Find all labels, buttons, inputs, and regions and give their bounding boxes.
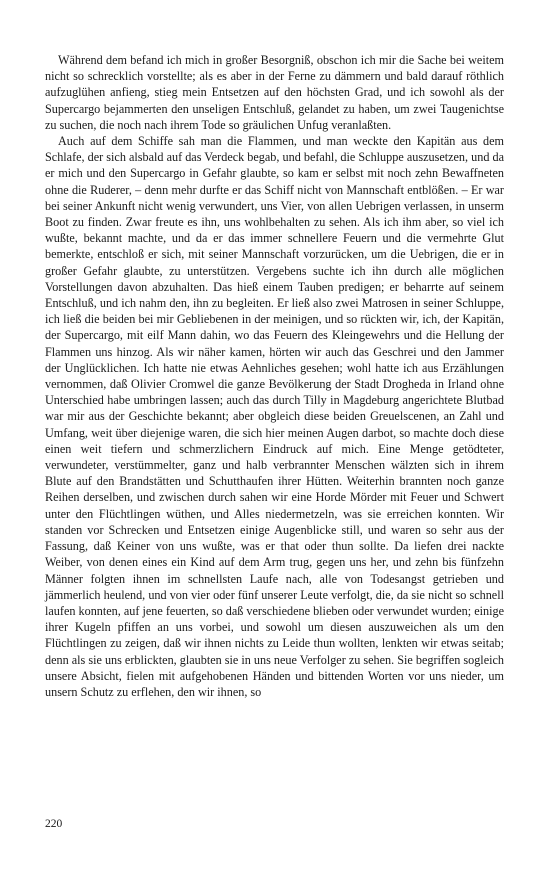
paragraph-1: Während dem befand ich mich in großer Besorgniß, obschon ich mir die Sache bei weitem nicht so schrecklich vorstellte; als es aber in der Ferne zu dämmern und bald darauf röthlich aufzuglühen anfieng, stieg mein Entsetzen auf den höchsten Grad, und ich sowohl als der Supercargo bejammerten den unseligen Entschluß, gelandet zu haben, um zwei Taugenichtse zu suchen, die noch nach ihrem Tode so gräulichen Unfug veranlaßten. bbox=[45, 53, 504, 132]
body-text bbox=[45, 52, 504, 700]
paragraph-2: Auch auf dem Schiffe sah man die Flammen, und man weckte den Kapitän aus dem Schlafe, der sich alsbald auf das Verdeck begab, und befahl, die Schluppe auszusetzen, und da er mich und den Supercargo in Gefahr glaubte, so kam er selbst mit noch zehn Bewaffneten ohne die Ruderer, – denn mehr durfte er das Schiff nicht von Mannschaft entblößen. – Er war bei seiner Ankunft nicht wenig verwundert, uns Vier, von allen Uebrigen verlassen, in unserm Boot zu finden. Zwar freute es ihn, uns wohlbehalten zu sehen. Als ich ihm aber, so viel ich wußte, bekannt machte, und da er das immer schnellere Feuern und die vermehrte Glut bemerkte, entschloß er sich, mit seiner Mannschaft vorzurücken, um die Uebrigen, die er in großer Gefahr glaubte, zu unterstützen. Vergebens suchte ich ihn durch alle möglichen Vorstellungen davon abzuhalten. Das hieß einem Tauben predigen; er beharrte auf seinem Entschluß, und ich nahm den, ihn zu begleiten. Er ließ also zwei Matrosen in seiner Schluppe, ich ließ die beiden bei mir Gebliebenen in der meinigen, und so rückten wir, ich, der Kapitän, der Supercargo, mit eilf Mann dahin, wo das Feuern des Kleingewehrs und die Hellung der Flammen uns hinzog. Als wir näher kamen, hörten wir auch das Geschrei und den Jammer der Unglücklichen. Ich hatte nie etwas Aehnliches gesehen; wohl hatte ich aus Erzählungen vernommen, daß Olivier Cromwel die ganze Bevölkerung der Stadt Drogheda in Irland ohne Unterschied habe umbringen lassen; auch das durch Tilly in Magdeburg angerichtete Blutbad war mir aus der Geschichte bekannt; aber obgleich diese beiden Greuelscenen, an Zahl und Umfang, weit über diejenige waren, die sich hier meinen Augen darbot, so machte doch diese einen weit tiefern und schmerzlichern Eindruck auf mich. Eine Menge getödteter, verwundeter, verstümmelter, ganz und halb verbrannter Menschen wälzten sich in ihrem Blute auf den Brandstätten und Schutthaufen ihrer Hütten. Weiterhin brannten noch ganze Reihen derselben, und zwischen durch sahen wir eine Horde Mörder mit Feuer und Schwert unter den Flüchtlingen wüthen, und Alles niedermetzeln, was sie erreichen konnten. Wir standen vor Schrecken und Entsetzen einige Augenblicke still, und waren so sehr aus der Fassung, daß Keiner von uns wußte, was er that oder thun sollte. Da liefen drei nackte Weiber, von denen eines ein Kind auf dem Arm trug, gegen uns her, und zehn bis fünfzehn Männer folgten ihnen im schnellsten Laufe nach, alle von Todesangst getrieben und jämmerlich heulend, und von vier oder fünf unserer Leute verfolgt, die, da sie nicht so schnell laufen konnten, auf jene feuerten, so daß verschiedene blieben oder verwundet wurden; einige ihrer Kugeln pfiffen an uns vorbei, und sowohl um diesen auszuweichen als um den Flüchtlingen zu zeigen, daß wir ihnen nichts zu Leide thun wollten, lenkten wir etwas seitab; denn als sie uns erblickten, glaubten sie in uns neue Verfolger zu sehen. Sie begriffen sogleich unsere Absicht, fielen mit aufgehobenen Händen und bittenden Worten vor uns nieder, um unsern Schutz zu erflehen, den wir ihnen, so bbox=[45, 134, 504, 699]
page-number: 220 bbox=[45, 818, 63, 830]
